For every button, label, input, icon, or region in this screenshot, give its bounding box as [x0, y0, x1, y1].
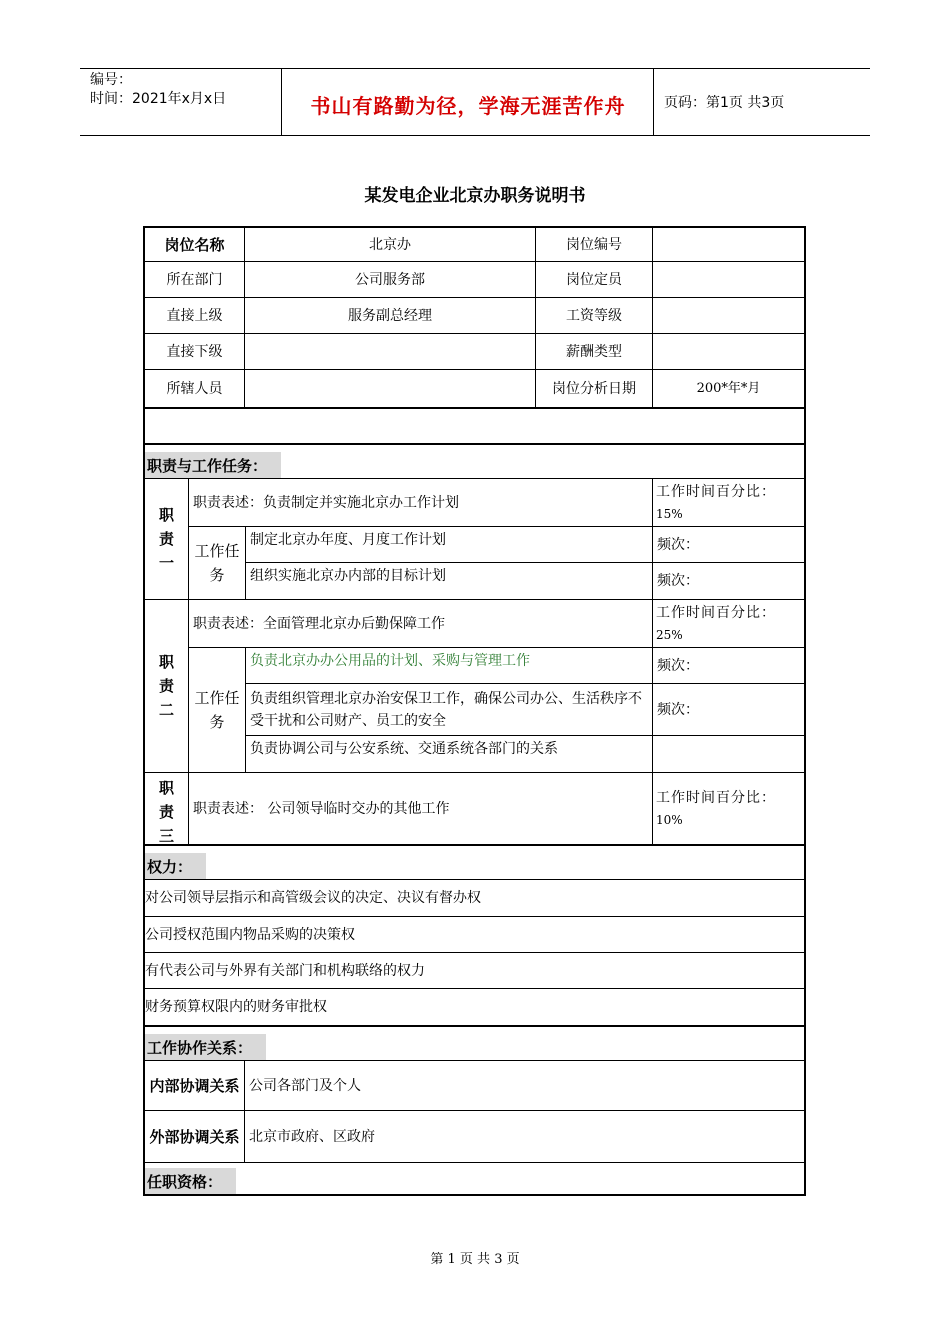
duty-1-char: 责	[158, 530, 174, 548]
duty-3-time-share	[653, 773, 804, 844]
duty-1-task-1-frequency: 频次：	[657, 536, 699, 553]
time-share-value: 15%	[656, 506, 683, 521]
pay-type-label: 薪酬类型	[566, 343, 622, 360]
pay-type-value	[653, 334, 804, 369]
time-share-value: 10%	[656, 812, 683, 827]
header-top-rule	[80, 68, 870, 69]
date-label: 时间：2021年x月x日	[90, 91, 227, 107]
authority-item: 有代表公司与外界有关部门和机构联络的权力	[145, 962, 425, 979]
duty-2-time-share	[653, 600, 804, 647]
duty-2-task-label: 工作任务	[194, 689, 240, 731]
salary-grade-label: 工资等级	[566, 307, 622, 324]
position-name-label: 岗位名称	[164, 235, 225, 254]
department-value: 公司服务部	[355, 271, 425, 288]
position-code-value	[653, 228, 804, 261]
headcount-label: 岗位定员	[566, 271, 622, 288]
time-share-label: 工作时间百分比：	[656, 604, 776, 621]
duty-1-char: 一	[158, 554, 174, 572]
qualification-section-heading: 任职资格：	[145, 1168, 236, 1194]
external-relations-value: 北京市政府、区政府	[249, 1128, 375, 1145]
duty-2-label	[145, 600, 188, 772]
duty-2-task-3: 负责协调公司与公安系统、交通系统各部门的关系	[250, 741, 558, 757]
page-footer: 第 1 页 共 3 页	[430, 1252, 520, 1267]
serial-label: 编号：	[90, 72, 132, 88]
duty-2-task-1: 负责北京办办公用品的计划、采购与管理工作	[250, 653, 530, 669]
authority-section-heading: 权力：	[145, 853, 206, 879]
duty-2-task-1-frequency: 频次：	[657, 657, 699, 674]
staff-value	[245, 370, 535, 407]
external-relations-label: 外部协调关系	[149, 1127, 240, 1146]
time-share-value: 25%	[656, 627, 683, 642]
duties-section-heading: 职责与工作任务：	[145, 452, 281, 478]
header-bottom-rule	[80, 135, 870, 136]
department-label: 所在部门	[166, 271, 223, 288]
analysis-date-value: 200*年*月	[696, 380, 761, 396]
duty-1-time-share	[653, 479, 804, 526]
time-share-label: 工作时间百分比：	[656, 483, 776, 500]
duty-2-char: 职	[158, 653, 174, 671]
page-indicator: 页码：第1页 共3页	[664, 95, 785, 111]
header-divider	[281, 68, 282, 136]
duty-2-char: 责	[158, 677, 174, 695]
duty-3-description: 职责表述： 公司领导临时交办的其他工作	[193, 800, 450, 817]
motto-text: 书山有路勤为径，学海无涯苦作舟	[310, 94, 626, 118]
superior-label: 直接上级	[166, 307, 223, 324]
duty-2-description: 职责表述：全面管理北京办后勤保障工作	[193, 615, 445, 632]
duty-2-char: 二	[158, 701, 174, 719]
duty-2-task-2: 负责组织管理北京办治安保卫工作，确保公司办公、生活秩序不受干扰和公司财产、员工的安全	[250, 690, 642, 729]
authority-item: 财务预算权限内的财务审批权	[145, 999, 327, 1015]
subordinate-label: 直接下级	[166, 343, 223, 360]
time-share-label: 工作时间百分比：	[656, 789, 776, 806]
duty-1-label	[145, 479, 188, 599]
duty-3-char: 职	[158, 778, 174, 797]
duty-1-char: 职	[158, 506, 174, 524]
internal-relations-value: 公司各部门及个人	[249, 1077, 361, 1094]
position-name-value: 北京办	[369, 236, 411, 253]
duty-3-label	[145, 773, 188, 844]
authority-item: 公司授权范围内物品采购的决策权	[145, 926, 355, 943]
authority-item: 对公司领导层指示和高管级会议的决定、决议有督办权	[145, 890, 481, 906]
superior-value: 服务副总经理	[348, 307, 432, 324]
duty-3-char: 三	[158, 826, 174, 845]
duty-1-task-1: 制定北京办年度、月度工作计划	[250, 532, 446, 548]
duty-1-task-2-frequency: 频次：	[657, 573, 699, 589]
subordinate-value	[245, 334, 535, 369]
relations-section-heading: 工作协作关系：	[145, 1034, 266, 1060]
document-title: 某发电企业北京办职务说明书	[364, 186, 586, 206]
headcount-value	[653, 262, 804, 297]
staff-label: 所辖人员	[166, 380, 223, 397]
duty-1-task-2: 组织实施北京办内部的目标计划	[250, 568, 446, 584]
duty-2-task-2-frequency: 频次：	[657, 701, 699, 718]
salary-grade-value	[653, 298, 804, 333]
duty-1-description: 职责表述：负责制定并实施北京办工作计划	[193, 494, 459, 511]
duty-1-task-label: 工作任务	[194, 542, 240, 584]
internal-relations-label: 内部协调关系	[149, 1076, 240, 1095]
header-divider	[653, 68, 654, 136]
duty-3-char: 责	[158, 802, 174, 821]
job-description-form	[143, 226, 806, 1196]
position-code-label: 岗位编号	[566, 236, 622, 253]
analysis-date-label: 岗位分析日期	[552, 380, 636, 397]
